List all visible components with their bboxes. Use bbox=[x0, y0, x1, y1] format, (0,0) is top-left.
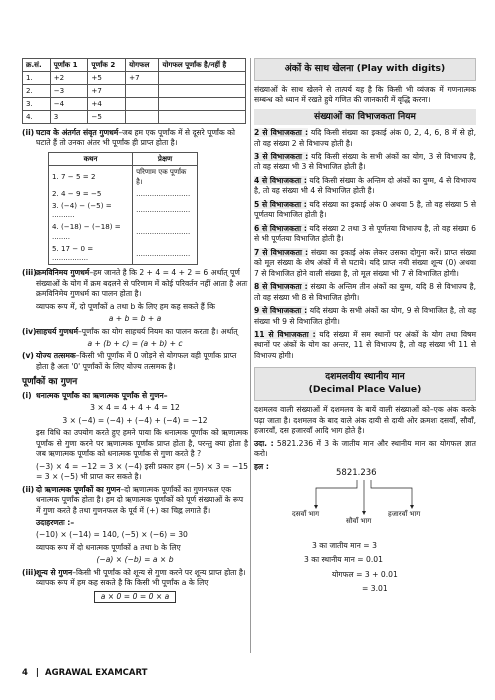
table-row bbox=[23, 98, 246, 111]
table-cell: परिणाम एक पूर्णांक है। bbox=[133, 165, 198, 187]
rule-label: 11 से विभाजकता : bbox=[254, 330, 316, 339]
rule-label: 6 से विभाजकता : bbox=[254, 223, 307, 233]
example bbox=[254, 439, 476, 460]
rule-text: यदि संख्या में सम स्थानों पर अंकों के योग तथा विषम स्थानों पर अंकों के योग का अन्तर, 11 से विभाज्य है, तो वह संख्या भी 11 से विभाज्य होगी। bbox=[254, 330, 476, 360]
right-column bbox=[254, 58, 476, 597]
hundredths-label: सौवाँ भाग bbox=[346, 516, 372, 525]
item-text: –किसी भी पूर्णांक में 0 जोड़ने से योगफल वही पूर्णांक प्राप्त होता है अतः '0' पूर्णांकों के लिए योज्य तत्समक है। bbox=[36, 351, 237, 371]
commutative-formula: a + b = b + a bbox=[108, 314, 162, 324]
item-text: –पूर्णांक का योग साहचर्य नियम का पालन करता है। अर्थात् bbox=[77, 326, 238, 336]
table-cell: 4. bbox=[23, 111, 51, 124]
item-text: –दो ऋणात्मक पूर्णांकों का गुणनफल एक धनात्मक पूर्णांक होता है। हम दो ऋणात्मक पूर्णांकों को पूर्ण संख्याओं के रूप में गुणा करते है तथा गुणनफल के पूर्व में (+) का चिह्न लगाते हैं। bbox=[36, 484, 244, 515]
rule-text: यदि किसी संख्या के अन्तिम दो अंकों का युग्म, 4 से विभाज्य है, तो वह संख्या भी 4 से विभाजित होती है। bbox=[254, 175, 476, 196]
closure-subtraction-item bbox=[22, 128, 248, 149]
result-line: = 3.01 bbox=[362, 584, 388, 594]
item-body bbox=[36, 128, 248, 149]
column-divider bbox=[250, 58, 251, 653]
thousandths-label: हजारवाँ भाग bbox=[388, 509, 421, 518]
additive-identity-item bbox=[22, 351, 248, 372]
general-statement: व्यापक रूप में, दो पूर्णांकों a तथा b के लिए हम कह सकते हैं कि bbox=[36, 301, 215, 311]
table-row bbox=[49, 243, 198, 265]
rule-label: 4 से विभाजकता : bbox=[254, 175, 307, 185]
table-cell: +2 bbox=[50, 72, 88, 85]
table-cell: −5 bbox=[88, 111, 126, 124]
item-number: (iv) bbox=[22, 326, 37, 336]
item-title: शून्य से गुणन bbox=[36, 567, 73, 577]
footer: 4 | AGRAWAL EXAMCART bbox=[22, 668, 148, 678]
table-header: योगफल पूर्णांक है/नहीं है bbox=[159, 59, 246, 72]
table-cell: +4 bbox=[88, 98, 126, 111]
item-number: (iii) bbox=[22, 268, 37, 278]
table-cell: 2. bbox=[23, 85, 51, 98]
divisibility-rules bbox=[254, 128, 476, 361]
rule-item bbox=[254, 248, 476, 279]
item-body bbox=[36, 351, 248, 372]
item-number: (ii) bbox=[22, 128, 35, 137]
example-label: उदाहरणतः :– bbox=[36, 517, 75, 527]
example-text: 5821.236 में 3 के जातीय मान और स्थानीय मान का योगफल ज्ञात करो। bbox=[254, 438, 476, 459]
section-heading: दशमलवीय स्थानीय मान bbox=[325, 371, 405, 383]
table-cell: −4 bbox=[50, 98, 88, 111]
result-line: 3 का स्थानीय मान = 0.01 bbox=[304, 555, 383, 565]
table-cell: 3. (−4) − (−5) = .......... bbox=[49, 200, 133, 222]
table-header: क्र.सं. bbox=[23, 59, 51, 72]
section-heading: पूर्णांकों का गुणन bbox=[22, 377, 78, 388]
formula: (−a) × (−b) = a × b bbox=[96, 555, 174, 565]
equation: 3 × (−4) = (−4) + (−4) + (−4) = −12 bbox=[62, 415, 208, 425]
table-cell bbox=[126, 111, 159, 124]
table-row bbox=[49, 165, 198, 187]
page-number: 4 bbox=[22, 668, 28, 678]
negative-negative-mult-item bbox=[22, 485, 248, 516]
table-cell: 1. 7 − 5 = 2 bbox=[49, 165, 133, 187]
rule-item bbox=[254, 282, 476, 303]
table-cell: ........................ bbox=[133, 200, 198, 222]
boxed-formula-wrap bbox=[22, 591, 248, 603]
table-cell bbox=[126, 85, 159, 98]
decimal-number: 5821.236 bbox=[336, 467, 377, 478]
table-header: कथन bbox=[49, 152, 133, 165]
solution-label: हल : bbox=[254, 461, 269, 471]
table-row bbox=[23, 85, 246, 98]
table-cell: ........................ bbox=[133, 221, 198, 243]
result-line: 3 का जातीय मान = 3 bbox=[312, 540, 377, 550]
positive-negative-mult-item bbox=[22, 391, 248, 401]
table-cell bbox=[159, 85, 246, 98]
item-body bbox=[36, 327, 248, 337]
item-number: (v) bbox=[22, 351, 34, 361]
rule-text: संख्या के अन्तिम तीन अंकों का युग्म, यदि 8 से विभाज्य है, तो वह संख्या भी 8 से विभाजित होगी। bbox=[254, 282, 477, 302]
item-title: क्रमविनिमय गुणधर्म bbox=[36, 268, 90, 278]
table-row bbox=[23, 111, 246, 124]
item-body bbox=[36, 268, 248, 299]
boxed-formula: a × 0 = 0 = 0 × a bbox=[94, 591, 177, 603]
table-cell: 3 bbox=[50, 111, 88, 124]
paragraph: (−3) × 4 = −12 = 3 × (−4) इसी प्रकार हम (−5) × 3 = −15 = 3 × (−5) भी प्राप्त कर सकते है। bbox=[36, 461, 248, 482]
rule-label: 2 से विभाजकता : bbox=[254, 128, 309, 138]
rule-item bbox=[254, 306, 476, 327]
paragraph: संख्याओं के साथ खेलने से तात्पर्य यह है कि किसी भी व्यंजक में गणनात्मक सम्बन्ध को ध्यान में रखते हुये गणित की जानकारी में वृद्धि करना। bbox=[254, 84, 476, 105]
rule-text: यदि किसी संख्या का इकाई अंक 0, 2, 4, 6, 8 में से हो, तो वह संख्या 2 से विभाज्य होती है। bbox=[254, 128, 477, 148]
paragraph: इस विधि का उपयोग करते हुए हमने पाया कि धनात्मक पूर्णांक को ऋणात्मक पूर्णांक से गुणा करने पर ऋणात्मक पूर्णांक प्राप्त होता है, परन्तु क्या होता है जब ऋणात्मक पूर्णांक को धनात्मक पूर्णांक से गुणा करते है ? bbox=[36, 428, 248, 459]
subsection-heading: संख्याओं का विभाजकता नियम bbox=[254, 109, 476, 125]
table-row bbox=[23, 72, 246, 85]
table-header-row bbox=[49, 152, 198, 165]
item-body bbox=[36, 485, 248, 516]
item-title: साहचर्य गुणधर्म bbox=[36, 326, 78, 336]
decimal-heading-box bbox=[254, 367, 476, 401]
table-cell bbox=[159, 111, 246, 124]
table-row bbox=[49, 221, 198, 243]
brand-name: AGRAWAL EXAMCART bbox=[45, 668, 148, 678]
equation: 3 × 4 = 4 + 4 + 4 = 12 bbox=[90, 403, 180, 413]
item-number: (iii) bbox=[22, 567, 37, 577]
rule-item bbox=[254, 224, 476, 245]
item-title: घटाव के अंतर्गत संवृत गुणधर्म bbox=[36, 128, 119, 137]
table-cell: 5. 17 − 0 = ................ bbox=[49, 243, 133, 265]
item-text: –जब हम एक पूर्णांक में से दूसरे पूर्णांक को घटाते हैं तो उनका अंतर भी पूर्णांक ही प्राप्त होता है। bbox=[36, 128, 235, 148]
associative-item bbox=[22, 327, 248, 337]
place-value-diagram bbox=[254, 467, 476, 540]
result-line: योगफल = 3 + 0.01 bbox=[332, 569, 398, 579]
example-label: उदा. : bbox=[254, 438, 274, 448]
rule-label: 3 से विभाजकता : bbox=[254, 151, 309, 161]
paragraph: दशमलव वाली संख्याओं में दशमलव के बायें वाली संख्याओं को–एक अंक करके पढ़ा जाता है। दशमलव के बाद वाले अंक दायी से दायी ओर क्रमशः दसवाँ, सौवाँ, हजारवाँ, दस हजारवाँ आदि भाग होते है। bbox=[254, 405, 476, 436]
zero-mult-item bbox=[22, 568, 248, 589]
table-cell: 3. bbox=[23, 98, 51, 111]
item-text: –हम जानते है कि 2 + 4 = 4 + 2 = 6 अर्थात् पूर्ण संख्याओं के योग में क्रम बदलने से परिणाम में कोई परिवर्तन नहीं आता है अतः क्रमविनिमेय गुणधर्म का पालन होता है। bbox=[36, 268, 248, 299]
associative-formula: a + (b + c) = (a + b) + c bbox=[87, 339, 183, 348]
item-number: (i) bbox=[22, 390, 32, 400]
commutative-item bbox=[22, 268, 248, 299]
table-cell: +7 bbox=[126, 72, 159, 85]
rule-item bbox=[254, 152, 476, 173]
rule-text: यदि संख्या 2 तथा 3 से पूर्णतया विभाज्य है, तो वह संख्या 6 से भी पूर्णतया विभाजित होती है। bbox=[254, 223, 476, 244]
table-cell bbox=[159, 98, 246, 111]
rule-item bbox=[254, 200, 476, 221]
section-heading-english: (Decimal Place Value) bbox=[308, 384, 422, 396]
table-header: पूर्णांक 2 bbox=[88, 59, 126, 72]
table-cell: 4. (−18) − (−18) = ........ bbox=[49, 221, 133, 243]
sum-table bbox=[22, 58, 246, 124]
rule-label: 8 से विभाजकता : bbox=[254, 282, 308, 292]
equation: (−10) × (−14) = 140, (−5) × (−6) = 30 bbox=[36, 530, 188, 540]
table-cell bbox=[159, 72, 246, 85]
rule-text: यदि किसी संख्या के सभी अंकों का योग, 3 से विभाज्य है, तो वह संख्या भी 3 से विभाजित होती है। bbox=[254, 151, 476, 172]
rule-item bbox=[254, 176, 476, 197]
item-title-suffix: – bbox=[163, 390, 168, 400]
rule-text: यदि संख्या के सभी अंकों का योग, 9 से विभाजित है, तो वह संख्या भी 9 से विभाजित होगी। bbox=[254, 306, 477, 326]
rule-text: यदि संख्या का इकाई अंक 0 अथवा 5 है, तो वह संख्या 5 से पूर्णतया विभाजित होती है। bbox=[254, 199, 477, 220]
statement-table bbox=[48, 152, 198, 265]
general-statement: व्यापक रूप में दो धनात्मक पूर्णांकों a तथा b के लिए bbox=[36, 542, 181, 552]
table-cell: +5 bbox=[88, 72, 126, 85]
item-title: योज्य तत्समक bbox=[36, 351, 76, 361]
table-cell: −3 bbox=[50, 85, 88, 98]
place-value-arrows bbox=[254, 474, 476, 540]
item-title: दो ऋणात्मक पूर्णांकों का गुणन bbox=[36, 484, 121, 494]
table-header: योगफल bbox=[126, 59, 159, 72]
item-body bbox=[36, 391, 248, 401]
item-title: धनात्मक पूर्णांक का ऋणात्मक पूर्णांक से गुणन bbox=[36, 390, 164, 400]
left-column bbox=[22, 58, 248, 605]
item-number: (ii) bbox=[22, 484, 35, 494]
table-cell: 1. bbox=[23, 72, 51, 85]
table-row bbox=[49, 188, 198, 200]
item-text: –किसी भी पूर्णांक को शून्य से गुणा करने पर शून्य प्राप्त होता है। व्यापक रूप में हम कह सकते है कि किसी भी पूर्णांक a के लिए bbox=[36, 567, 246, 588]
table-cell: 2. 4 − 9 = −5 bbox=[49, 188, 133, 200]
rule-label: 5 से विभाजकता : bbox=[254, 199, 307, 209]
table-cell: +7 bbox=[88, 85, 126, 98]
table-cell bbox=[126, 98, 159, 111]
rule-label: 9 से विभाजकता : bbox=[254, 306, 308, 316]
table-header-row bbox=[23, 59, 246, 72]
table-row bbox=[49, 200, 198, 222]
table-cell: ........................ bbox=[133, 188, 198, 200]
rule-text: संख्या का इकाई अंक लेकर उसका दोगुना करें। प्राप्त संख्या को मूल संख्या के शेष अंकों में से घटाये। यदि प्राप्त नयी संख्या शून्य (0) अथवा 7 से विभाजित होने वाली संख्या है, तो मूल संख्या भी 7 से विभाजित होगी। bbox=[254, 247, 477, 278]
table-header: पूर्णांक 1 bbox=[50, 59, 88, 72]
tenths-label: दसवाँ भाग bbox=[292, 509, 320, 518]
item-body bbox=[36, 568, 248, 589]
rule-label: 7 से विभाजकता : bbox=[254, 247, 309, 257]
section-heading: अंकों के साथ खेलना (Play with digits) bbox=[254, 58, 476, 81]
rule-item bbox=[254, 128, 476, 149]
table-header: प्रेक्षण bbox=[133, 152, 198, 165]
table-cell: ........................ bbox=[133, 243, 198, 265]
rule-item bbox=[254, 330, 476, 361]
